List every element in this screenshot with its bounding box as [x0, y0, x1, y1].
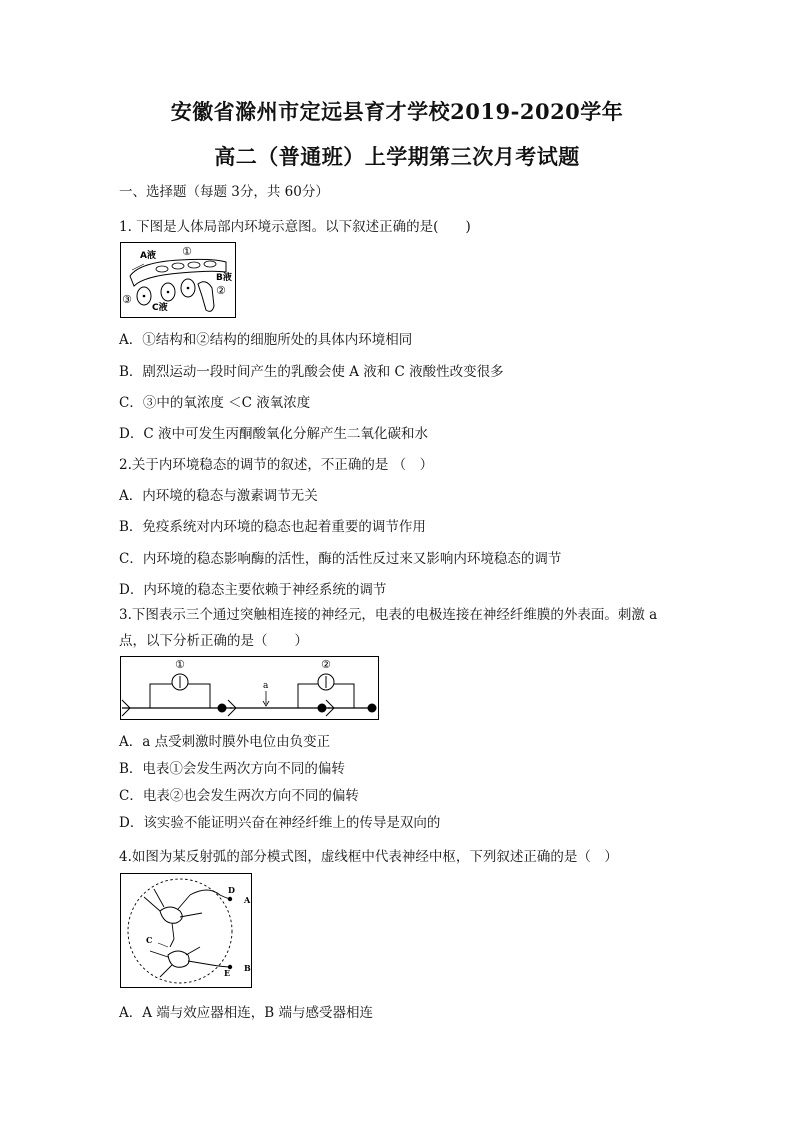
fig4-label-c: C: [146, 935, 153, 945]
question-4-figure: [120, 873, 253, 989]
question-3-option-a: A．a 点受刺激时膜外电位由负变正: [119, 734, 331, 750]
question-4-option-a: A．A 端与效应器相连，B 端与感受器相连: [119, 1005, 374, 1021]
question-1-figure: [120, 242, 236, 318]
question-3-figure: [120, 656, 380, 721]
question-1-option-a: A．①结构和②结构的细胞所处的具体内环境相同: [119, 332, 413, 348]
fig3-label-a: a: [263, 681, 269, 691]
fig3-meter-1-label: ①: [175, 658, 185, 671]
question-1-option-d: D．C 液中可发生丙酮酸氧化分解产生二氧化碳和水: [119, 426, 428, 442]
fig4-label-b: B: [244, 963, 251, 973]
question-3-option-b: B．电表①会发生两次方向不同的偏转: [119, 761, 345, 777]
fig1-label-b: B液: [216, 273, 232, 283]
question-2-option-a: A．内环境的稳态与激素调节无关: [119, 488, 318, 504]
fig1-label-n2: ②: [216, 284, 226, 297]
page-title-line-2: 高二（普通班）上学期第三次月考试题: [214, 144, 580, 169]
question-3-option-d: D．该实验不能证明兴奋在神经纤维上的传导是双向的: [119, 815, 441, 831]
question-1-stem: 1. 下图是人体局部内环境示意图。以下叙述正确的是( ): [119, 219, 471, 235]
page-title-line-1: 安徽省滁州市定远县育才学校2019-2020学年: [170, 99, 624, 124]
fig1-label-n1: ①: [182, 245, 192, 258]
fig4-label-e: E: [224, 968, 231, 978]
question-1-option-b: B．剧烈运动一段时间产生的乳酸会使 A 液和 C 液酸性改变很多: [119, 364, 504, 380]
question-2-stem: 2.关于内环境稳态的调节的叙述，不正确的是 （ ）: [119, 457, 434, 473]
question-3-stem-line-1: 3.下图表示三个通过突触相连接的神经元，电表的电极连接在神经纤维膜的外表面。刺激 a: [119, 607, 658, 623]
fig4-label-a: A: [244, 895, 251, 905]
question-4-stem: 4.如图为某反射弧的部分模式图，虚线框中代表神经中枢，下列叙述正确的是（ ）: [119, 849, 618, 865]
question-3-option-c: C．电表②也会发生两次方向不同的偏转: [119, 788, 359, 804]
question-3-stem-line-2: 点，以下分析正确的是（ ）: [119, 633, 308, 649]
fig4-label-d: D: [228, 885, 235, 895]
question-2-option-d: D．内环境的稳态主要依赖于神经系统的调节: [119, 582, 387, 598]
question-1-option-c: C．③中的氧浓度 ＜C 液氧浓度: [119, 395, 311, 411]
question-2-option-b: B．免疫系统对内环境的稳态也起着重要的调节作用: [119, 519, 426, 535]
section-heading: 一、选择题（每题 3分，共 60分）: [119, 184, 329, 200]
fig1-label-a: A液: [140, 251, 156, 261]
fig1-label-c: C液: [152, 303, 168, 313]
question-2-option-c: C．内环境的稳态影响酶的活性，酶的活性反过来又影响内环境稳态的调节: [119, 551, 562, 567]
fig1-label-n3: ③: [122, 293, 132, 306]
fig3-meter-2-label: ②: [321, 658, 331, 671]
